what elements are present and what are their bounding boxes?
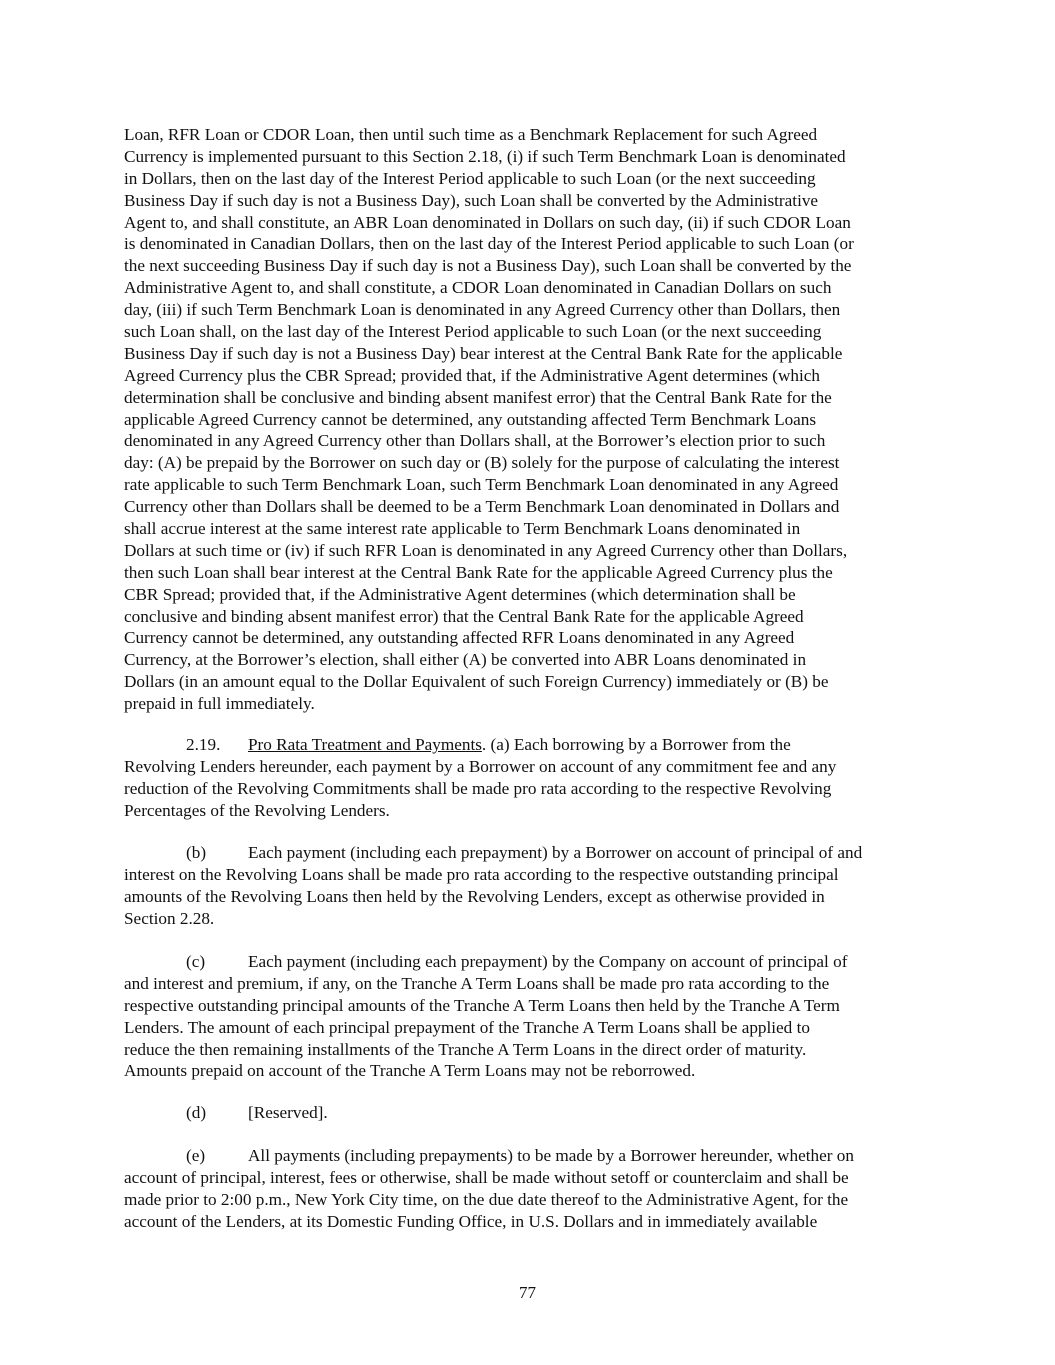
text-line: the next succeeding Business Day if such day is not a Business Day), such Loan shall be converted by the bbox=[124, 256, 852, 276]
text-line: Loan, RFR Loan or CDOR Loan, then until such time as a Benchmark Replacement for such Agreed bbox=[124, 125, 818, 144]
section-2-19-paragraph-a bbox=[124, 734, 944, 822]
paragraph-c bbox=[124, 951, 944, 1082]
paragraph-d-first-line bbox=[124, 1102, 944, 1124]
paragraph-e-label: (e) bbox=[186, 1146, 206, 1165]
text-line: then such Loan shall bear interest at the Central Bank Rate for the applicable Agreed Currency plus the bbox=[124, 562, 833, 582]
text-line: reduction of the Revolving Commitments shall be made pro rata according to the respective Revolving bbox=[124, 778, 832, 798]
paragraph-b-first-text: Each payment (including each prepayment) by a Borrower on account of principal of and bbox=[248, 843, 863, 862]
continuation-paragraph bbox=[124, 124, 944, 715]
text-line: Amounts prepaid on account of the Tranche A Term Loans may not be reborrowed. bbox=[124, 1061, 696, 1081]
text-line: Administrative Agent to, and shall constitute, a CDOR Loan denominated in Canadian Dollars on such bbox=[124, 278, 832, 298]
text-line: Dollars (in an amount equal to the Dollar Equivalent of such Foreign Currency) immediately or (B) be bbox=[124, 672, 829, 692]
paragraph-e bbox=[124, 1145, 944, 1233]
text-line: conclusive and binding absent manifest error) that the Central Bank Rate for the applicable Agreed bbox=[124, 606, 804, 626]
text-line: Currency, at the Borrower’s election, shall either (A) be converted into ABR Loans denominated in bbox=[124, 650, 807, 670]
text-line: made prior to 2:00 p.m., New York City time, on the due date thereof to the Administrative Agent, for the bbox=[124, 1189, 849, 1209]
paragraph-b bbox=[124, 842, 944, 930]
text-line: reduce the then remaining installments of the Tranche A Term Loans in the direct order of maturity. bbox=[124, 1039, 807, 1059]
text-line: shall accrue interest at the same interest rate applicable to Term Benchmark Loans denominated in bbox=[124, 519, 801, 539]
text-line: in Dollars, then on the last day of the Interest Period applicable to such Loan (or the next succeeding bbox=[124, 168, 816, 188]
text-line: day, (iii) if such Term Benchmark Loan is denominated in any Agreed Currency other than Dollars, then bbox=[124, 300, 841, 320]
text-line: Lenders. The amount of each principal prepayment of the Tranche A Term Loans shall be applied to bbox=[124, 1017, 810, 1037]
text-line: Section 2.28. bbox=[124, 908, 215, 928]
text-line: Revolving Lenders hereunder, each payment by a Borrower on account of any commitment fee and any bbox=[124, 756, 837, 776]
text-line: prepaid in full immediately. bbox=[124, 694, 315, 714]
paragraph-c-first-text: Each payment (including each prepayment) by the Company on account of principal of bbox=[248, 952, 848, 971]
text-line: account of principal, interest, fees or otherwise, shall be made without setoff or counterclaim and shall be bbox=[124, 1167, 849, 1187]
page-number: 77 bbox=[519, 1283, 536, 1302]
text-line: account of the Lenders, at its Domestic Funding Office, in U.S. Dollars and in immediately available bbox=[124, 1211, 818, 1231]
text-line: day: (A) be prepaid by the Borrower on such day or (B) solely for the purpose of calculating the interest bbox=[124, 453, 840, 473]
text-line: Currency cannot be determined, any outstanding affected RFR Loans denominated in any Agreed bbox=[124, 628, 795, 648]
text-line: CBR Spread; provided that, if the Administrative Agent determines (which determination shall be bbox=[124, 584, 796, 604]
paragraph-e-first-line bbox=[124, 1145, 944, 1167]
text-line: Agreed Currency plus the CBR Spread; provided that, if the Administrative Agent determines (which bbox=[124, 365, 820, 385]
text-line: amounts of the Revolving Loans then held by the Revolving Lenders, except as otherwise provided in bbox=[124, 886, 825, 906]
text-line: Currency other than Dollars shall be deemed to be a Term Benchmark Loan denominated in Dollars and bbox=[124, 497, 840, 517]
text-line: such Loan shall, on the last day of the Interest Period applicable to such Loan (or the next succeeding bbox=[124, 322, 822, 342]
paragraph-c-label: (c) bbox=[186, 952, 206, 971]
text-line: is denominated in Canadian Dollars, then on the last day of the Interest Period applicable to such Loan (or bbox=[124, 234, 854, 254]
text-line: Dollars at such time or (iv) if such RFR Loan is denominated in any Agreed Currency other than Dollars, bbox=[124, 540, 848, 560]
text-line: respective outstanding principal amounts of the Tranche A Term Loans then held by the Tranche A Term bbox=[124, 995, 840, 1015]
paragraph-b-label: (b) bbox=[186, 843, 207, 862]
text-line: rate applicable to such Term Benchmark Loan, such Term Benchmark Loan denominated in any Agreed bbox=[124, 475, 839, 495]
paragraph-d-label: (d) bbox=[186, 1103, 207, 1122]
paragraph-e-first-text: All payments (including prepayments) to be made by a Borrower hereunder, whether on bbox=[248, 1146, 854, 1165]
text-line: Agent to, and shall constitute, an ABR Loan denominated in Dollars on such day, (ii) if such CDOR Loan bbox=[124, 212, 851, 232]
text-line: applicable Agreed Currency cannot be determined, any outstanding affected Term Benchmark Loans bbox=[124, 409, 817, 429]
text-line: and interest and premium, if any, on the Tranche A Term Loans shall be made pro rata according to the bbox=[124, 973, 830, 993]
section-heading: Pro Rata Treatment and Payments bbox=[248, 735, 482, 754]
section-number: 2.19. bbox=[186, 735, 221, 754]
text-line: denominated in any Agreed Currency other than Dollars shall, at the Borrower’s election prior to such bbox=[124, 431, 826, 451]
paragraph-b-first-line bbox=[124, 842, 944, 864]
text-line: Business Day if such day is not a Business Day) bear interest at the Central Bank Rate for the applicable bbox=[124, 343, 843, 363]
text-line: interest on the Revolving Loans shall be made pro rata according to the respective outstanding principal bbox=[124, 864, 839, 884]
paragraph-d bbox=[124, 1102, 944, 1124]
text-line: Currency is implemented pursuant to this Section 2.18, (i) if such Term Benchmark Loan is denominated bbox=[124, 146, 846, 166]
section-2-19-first-line bbox=[124, 734, 944, 756]
text-line: determination shall be conclusive and binding absent manifest error) that the Central Bank Rate for the bbox=[124, 387, 832, 407]
text-line: Business Day if such day is not a Business Day), such Loan shall be converted by the Administrative bbox=[124, 190, 819, 210]
paragraph-c-first-line bbox=[124, 951, 944, 973]
paragraph-d-text: [Reserved]. bbox=[248, 1103, 328, 1122]
section-first-line-text: . (a) Each borrowing by a Borrower from the bbox=[481, 735, 791, 754]
text-line: Percentages of the Revolving Lenders. bbox=[124, 800, 390, 820]
